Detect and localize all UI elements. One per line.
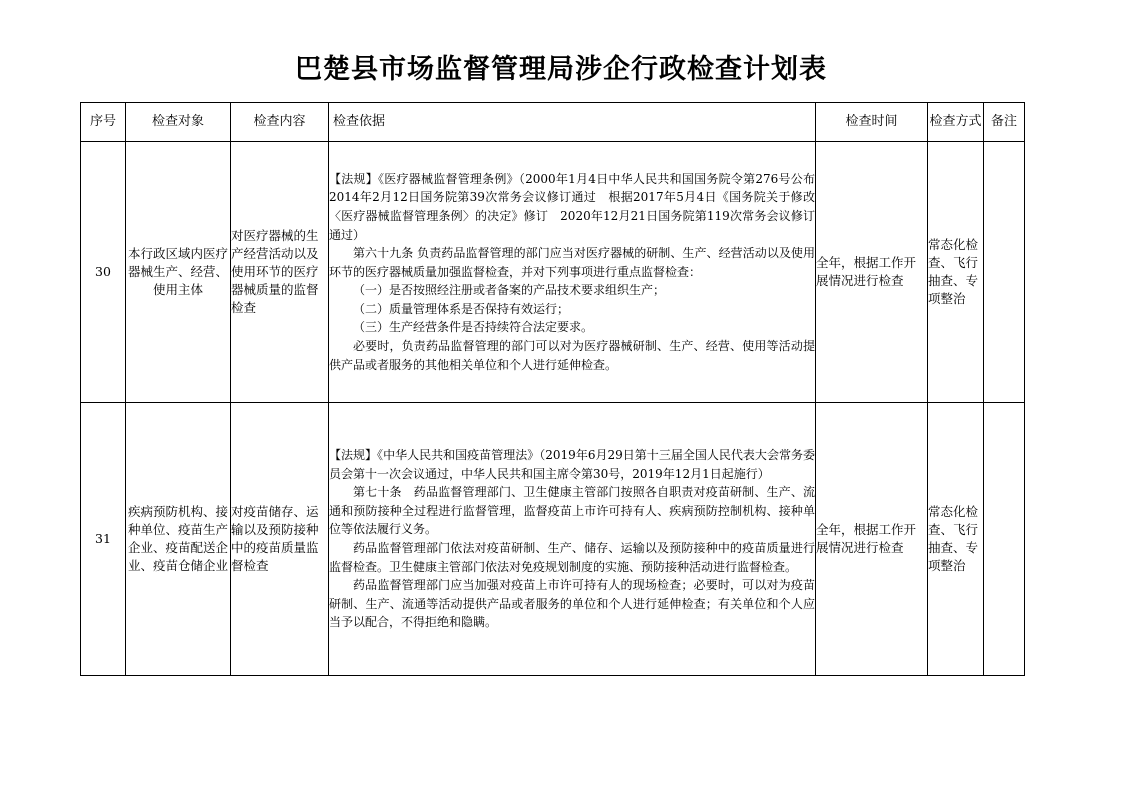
basis-paragraph: （一）是否按照经注册或者备案的产品技术要求组织生产； [353, 283, 666, 298]
basis-paragraph: （三）生产经营条件是否持续符合法定要求。 [353, 320, 594, 335]
table-row [81, 403, 1025, 676]
basis-paragraph: 药品监督管理部门应当加强对疫苗上市许可持有人的现场检查；必要时，可以对为疫苗研制、生产、流通等活动提供产品或者服务的单位和个人进行延伸检查；有关单位和个人应当予以配合，不得拒绝和隐瞒。 [329, 578, 815, 630]
header-seq: 序号 [81, 103, 126, 142]
row-target: 本行政区域内医疗器械生产、经营、使用主体 [126, 142, 231, 403]
basis-paragraph: 必要时，负责药品监督管理的部门可以对为医疗器械研制、生产、经营、使用等活动提供产品或者服务的其他相关单位和个人进行延伸检查。 [329, 339, 815, 372]
table-row [81, 142, 1025, 403]
header-time: 检查时间 [816, 103, 928, 142]
basis-paragraph: 第六十九条 负责药品监督管理的部门应当对医疗器械的研制、生产、经营活动以及使用环节的医疗器械质量加强监督检查，并对下列事项进行重点监督检查： [329, 246, 815, 279]
row-content: 对疫苗储存、运输以及预防接种中的疫苗质量监督检查 [231, 403, 329, 676]
row-remark [984, 142, 1025, 403]
header-content: 检查内容 [231, 103, 329, 142]
basis-paragraph: 【法规】《中华人民共和国疫苗管理法》（2019年6月29日第十三届全国人民代表大会常务委员会第十一次会议通过，中华人民共和国主席令第30号，2019年12月1日起施行） [329, 448, 815, 481]
row-content: 对医疗器械的生产经营活动以及使用环节的医疗器械质量的监督检查 [231, 142, 329, 403]
row-method: 常态化检查、飞行抽查、专项整治 [928, 403, 984, 676]
row-time: 全年，根据工作开展情况进行检查 [816, 142, 928, 403]
basis-paragraph: 药品监督管理部门依法对疫苗研制、生产、储存、运输以及预防接种中的疫苗质量进行监督检查。卫生健康主管部门依法对免疫规划制度的实施、预防接种活动进行监督检查。 [329, 541, 815, 574]
header-remark: 备注 [984, 103, 1025, 142]
row-seq: 31 [81, 403, 126, 676]
header-method: 检查方式 [928, 103, 984, 142]
header-target: 检查对象 [126, 103, 231, 142]
row-time: 全年，根据工作开展情况进行检查 [816, 403, 928, 676]
table-header-row [81, 103, 1025, 142]
row-basis [329, 403, 816, 676]
basis-paragraph: 【法规】《医疗器械监督管理条例》（2000年1月4日中华人民共和国国务院令第276号公布 2014年2月12日国务院第39次常务会议修订通过 根据2017年5月4日《国务院关于修改〈医疗器械监督管理条例〉的决定》修订 2020年12月21日国务院第119次常务会议修订通过） [329, 171, 828, 242]
inspection-plan-table [80, 102, 1025, 676]
row-remark [984, 403, 1025, 676]
row-method: 常态化检查、飞行抽查、专项整治 [928, 142, 984, 403]
header-basis: 检查依据 [329, 103, 816, 142]
row-target: 疾病预防机构、接种单位、疫苗生产企业、疫苗配送企业、疫苗仓储企业 [126, 403, 231, 676]
row-basis [329, 142, 828, 403]
row-seq: 30 [81, 142, 126, 403]
page-title: 巴楚县市场监督管理局涉企行政检查计划表 [295, 54, 827, 85]
basis-paragraph: （二）质量管理体系是否保持有效运行； [353, 301, 570, 316]
basis-paragraph: 第七十条 药品监督管理部门、卫生健康主管部门按照各自职责对疫苗研制、生产、流通和预防接种全过程进行监督管理，监督疫苗上市许可持有人、疾病预防控制机构、接种单位等依法履行义务。 [329, 485, 815, 537]
